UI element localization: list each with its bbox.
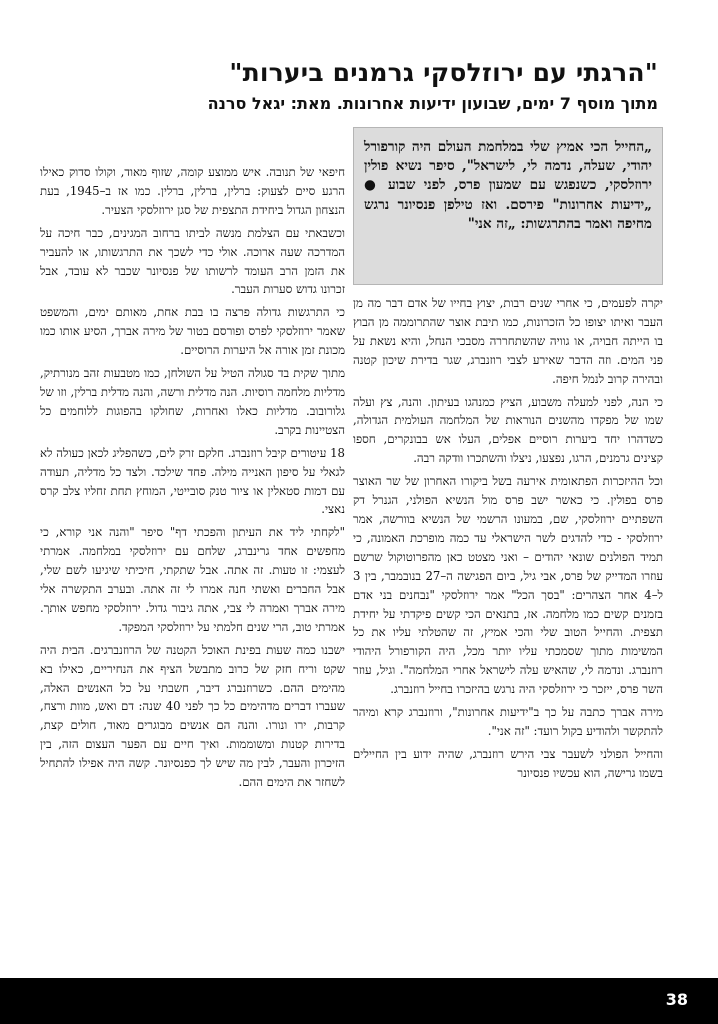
paragraph: מתוך שקית בד סגולה הטיל על השולחן, כמו מטבעות זהב מנורתיק, מדליות מלחמה רוסיות. הנה מדלית ורשה, והנה מדלית ברלין, וזו של גלורובוב. מדליות כאלו ואחרות, שחולקו בהפוגות ללוחמים כל הצטיינות בקרב. bbox=[40, 366, 345, 437]
paragraph: 18 עיטורים קיבל רוזנברג. חלקם זרק לים, כשהפליג לכאן כעולה לא לגאלי על סיפון האנייה מילה. פחד שילכד. ולצד כל מדליה, תעודה עם דמות סטאלין או ציור טנק סובייטי, המוחץ תחת זחליו צלב קרס נאצי. bbox=[40, 445, 345, 517]
paragraph: וכל ההיזכרות הפתאומית אירעה בשל ביקורו האחרון של שר האוצר פרס בפולין. כי כאשר ישב פרס מול הנשיא הפולני, הגנרל דק השפתיים ירוזלסקי, שם, במעונו הרשמי של הנשיא בוורשה, אמר ירוזלסקי - כדי להדגים לשר הישראלי עד כמה מופרכת האמונה, כי תמיד הפולנים שונאי יהודים – ואני מצטט כאן מהפרוטוקול שרשם עוזרו המדייק של פרס, אבי גיל, ביום הפגישה ה–27 בנובמבר, בין 3 ל–4 אחר הצהרים: "בסך הכל" אמר ירוזלסקי "נבחנים בני אדם בזמנים קשים כמו מלחמה. אז, בתנאים הכי קשים פיקדתי על יחידת תצפית. והחייל הטוב שלי והכי אמיץ, זה שהטלתי עליו את כל המשימות מתוך שסמכתי עליו יותר מכל, היה הקורפורל היהודי רוזנברג. ונדמה לי, שהאיש עלה לישראל אחרי המלחמה". וגיל, עוזר השר פרס, ייזכר כי ירוזלסקי היה נרגש בהיזכרו בחייל רוזנברג. bbox=[353, 474, 663, 697]
paragraph: והחייל הפולני לשעבר צבי הירש רוזנברג, שהיה ידוע בין החיילים בשמו גרישה, הוא עכשיו פנסיונר bbox=[353, 746, 663, 780]
paragraph: יקרה לפעמים, כי אחרי שנים רבות, יצוץ בחייו של אדם דבר מה מן העבר ואיתו יצופו כל הזכרונות, כמו תיבת אוצר שהתרוממה מן הבוץ בו הייתה חבויה, או גוויה שהשתחררה מסבכי הנחל, והיא נשאת על פני המים. וזה הדבר שאירע לצבי רוזנברג, שגר בדירת שיכון קטנה ובהירה קרוב לנמל חיפה. bbox=[353, 296, 663, 386]
paragraph: מירה אברך כתבה על כך ב"ידיעות אחרונות", ורוזנברג קרא ומיהר להתקשר ולהודיע בקול רועד: "זה אני". bbox=[353, 705, 663, 738]
paragraph: ישבנו כמה שעות בפינת האוכל הקטנה של הרוזנברגים. הבית היה שקט וריח חזק של כרוב מתבשל הציף את הנחיריים, כאילו בא מהימים ההם. כשרוזנברג דיבר, חשבתי על כל האנשים האלה, שעברו דברים מדהימים כל כך לפני 40 שנה: דם ואש, מוות ורצח, קרבות, ירו ונורו. והנה הם אנשים מבוגרים מאוד, חולים קצת, בדירות קטנות ומשוממות. ואיך חיים עם הפער העצום הזה, בין הזיכרון והעבר, לבין מה שיש לך כפנסיונר. קשה היה אפילו להתחיל לשחזר את הימים ההם. bbox=[40, 642, 345, 790]
paragraph: כי הנה, לפני למעלה משבוע, הציץ כמנהגו בעיתון. והנה, צץ ועלה שמו של מפקדו מהשנים הנוראות של המלחמה העולמית הגדולה, כשדהרו יחד ביערות רוסיים אפלים, העלו אש בבונקרים, חספו קצינים גרמנים, הרגו, נפצעו, ניצלו והשתכרו וודקה רבה. bbox=[353, 394, 663, 466]
paragraph: וכשבאתי עם הצלמת מנשה לביתו ברחוב המגינים, כבר חיכה על המדרכה שעה ארוכה. אולי כדי לשכך את התרגשותו, או להעביר את הזמן הרב העומד לרשותו של פנסיונר שכבר לא עובד, אבל זכרונו גדוש סערות העבר. bbox=[40, 225, 345, 297]
pull-quote: „החייל הכי אמיץ שלי במלחמת העולם היה קורפורל יהודי, שעלה, נדמה לי, לישראל", סיפר נשיא פולין ירוזלסקי, כשנפגש עם שמעון פרס, לפני שבוע ● „ידיעות אחרונות" פירסם. ואז טילפן פנסיונר נרגש מחיפה ואמר בהתרגשות: „זה אני" bbox=[353, 127, 663, 285]
article-column-left bbox=[40, 163, 345, 973]
paragraph: חיפאי של תנובה. איש ממוצע קומה, שזוף מאוד, וקולו סדוק כאילו הרגע סיים לצעוק: ברלין, ברלין, ברלין. כמו אז ב–1945, בעת הנצחון הגדול ביחידת התצפית של סגן ירוזלסקי הצעיר. bbox=[40, 165, 345, 217]
page-number: 38 bbox=[665, 990, 688, 1009]
page-footer-bar bbox=[0, 978, 718, 1024]
article-column-right bbox=[353, 294, 663, 974]
paragraph: "לקחתי ליד את העיתון והפכתי דף" סיפר "והנה אני קורא, כי מחפשים אחד גרינברג, שלחם עם ירוזלסקי במלחמה. אמרתי לעצמי: זו טעות. זה אתה. אבל שתקתי, חיכיתי שיגיעו לשם שלי, אבל החברים ואשתי חנה אמרו לי זה אתה. ובערב התקשרה אלי מירה אברך ואמרה לי צבי, אתה גיבור גדול. ירוזלסקי מחפש אותך. אמרתי טוב, הרי שנים חלמתי על ירוזלסקי המפקד. bbox=[40, 525, 345, 634]
article-title: "הרגתי עם ירוזלסקי גרמנים ביערות" bbox=[229, 58, 658, 87]
article-subtitle: מתוך מוסף 7 ימים, שבועון ידיעות אחרונות. מאת: יגאל סרנה bbox=[207, 94, 658, 113]
paragraph: כי התרגשות גדולה פרצה בו בבת אחת, מאותם ימים, והמשפט שאמר ירוזלסקי לפרס ופורסם בטור של מירה אברך, הסיע אותו כמו מכונת זמן אורה אל היערות הרוסיים. bbox=[40, 305, 345, 358]
